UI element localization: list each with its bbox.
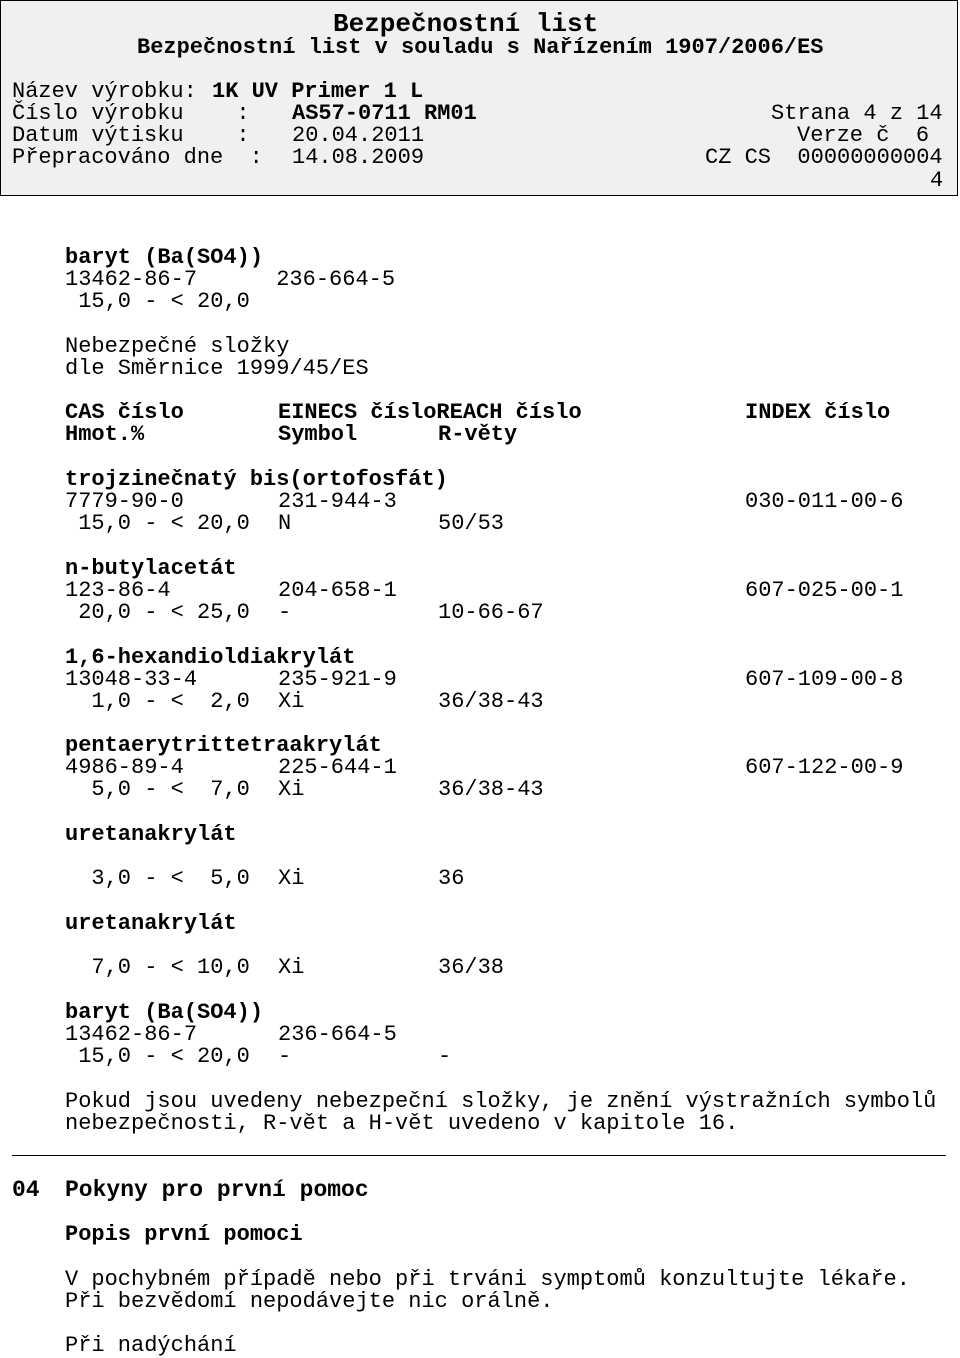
substance-symbol: - [278, 1044, 292, 1069]
substance-einecs: 225-644-1 [278, 755, 397, 780]
substance-cas: 7779-90-0 [65, 489, 184, 514]
substance-range: 3,0 - < 5,0 [65, 866, 250, 891]
substance-einecs: 236-664-5 [278, 1022, 397, 1047]
substance-r-phrases: 36/38-43 [438, 689, 544, 714]
product-number-value: AS57-0711 RM01 [292, 101, 477, 126]
col-index: INDEX číslo [745, 400, 891, 425]
substance-cas: 123-86-4 [65, 578, 171, 603]
inhalation-heading: Při nadýchání [65, 1333, 237, 1358]
print-date-value: 20.04.2011 [292, 123, 425, 148]
first-aid-line2: Při bezvědomí nepodávejte nic orálně. [65, 1289, 554, 1314]
revised-label: Přepracováno dne : [12, 145, 263, 170]
substance-symbol: Xi [278, 955, 305, 980]
col-hmot: Hmot.% [65, 422, 145, 447]
substance-name: baryt (Ba(SO4)) [65, 1000, 264, 1025]
substance-range: 15,0 - < 20,0 [65, 1044, 250, 1069]
section-number: 04 [12, 1177, 40, 1203]
version-number: Verze č 6 [797, 123, 930, 148]
substance-range: 1,0 - < 2,0 [65, 689, 250, 714]
substance-einecs: 235-921-9 [278, 667, 397, 692]
substance-symbol: Xi [278, 689, 305, 714]
substance-cas: 13462-86-7 [65, 1022, 198, 1047]
directive-line1: Nebezpečné složky [65, 334, 290, 359]
country-code: CZ CS 00000000004 [705, 145, 943, 170]
substance-index: 030-011-00-6 [745, 489, 904, 514]
col-r-vety: R-věty [438, 422, 518, 447]
substance-einecs: 231-944-3 [278, 489, 397, 514]
substance-range: 7,0 - < 10,0 [65, 955, 250, 980]
revised-value: 14.08.2009 [292, 145, 425, 170]
substance-r-phrases: 36 [438, 866, 465, 891]
col-einecs-reach: EINECS čísloREACH číslo [278, 400, 582, 425]
note-line2: nebezpečnosti, R-vět a H-vět uvedeno v kapitole 16. [65, 1111, 739, 1136]
col-cas: CAS číslo [65, 400, 184, 425]
substance-r-phrases: 50/53 [438, 511, 505, 536]
page-number: Strana 4 z 14 [771, 101, 943, 126]
substance-name: pentaerytrittetraakrylát [65, 733, 382, 758]
note-line1: Pokud jsou uvedeny nebezpeční složky, je znění výstražních symbolů [65, 1089, 937, 1114]
product-number-label: Číslo výrobku : [12, 101, 250, 126]
substance-r-phrases: - [438, 1044, 452, 1069]
substance-range: 5,0 - < 7,0 [65, 777, 250, 802]
substance-range: 15,0 - < 20,0 [65, 511, 250, 536]
section-title: Pokyny pro první pomoc [65, 1177, 369, 1203]
substance-index: 607-122-00-9 [745, 755, 904, 780]
substance-cas: 13048-33-4 [65, 667, 198, 692]
substance-r-phrases: 10-66-67 [438, 600, 544, 625]
first-aid-line1: V pochybném případě nebo při trváni symptomů konzultujte lékaře. [65, 1267, 910, 1292]
substance-index: 607-025-00-1 [745, 578, 904, 603]
substance-symbol: N [278, 511, 292, 536]
document-subtitle: Bezpečnostní list v souladu s Nařízením 1907/2006/ES [137, 35, 824, 60]
col-symbol: Symbol [278, 422, 358, 447]
top-substance-ids: 13462-86-7 236-664-5 [65, 267, 396, 292]
document-title: Bezpečnostní list [333, 9, 599, 39]
substance-name: trojzinečnatý bis(ortofosfát) [65, 467, 448, 492]
section-subheading: Popis první pomoci [65, 1222, 303, 1247]
substance-name: n-butylacetát [65, 556, 237, 581]
product-name-label: Název výrobku: [12, 79, 197, 104]
page-marker: 4 [930, 168, 944, 193]
substance-symbol: - [278, 600, 292, 625]
substance-symbol: Xi [278, 777, 305, 802]
print-date-label: Datum výtisku : [12, 123, 250, 148]
directive-line2: dle Směrnice 1999/45/ES [65, 356, 369, 381]
product-name-value: 1K UV Primer 1 L [212, 79, 424, 104]
substance-name: 1,6-hexandioldiakrylát [65, 645, 356, 670]
top-substance-name: baryt (Ba(SO4)) [65, 245, 264, 270]
section-divider [12, 1155, 946, 1156]
substance-name: uretanakrylát [65, 911, 237, 936]
substance-r-phrases: 36/38-43 [438, 777, 544, 802]
substance-einecs: 204-658-1 [278, 578, 397, 603]
substance-symbol: Xi [278, 866, 305, 891]
substance-cas: 4986-89-4 [65, 755, 184, 780]
top-substance-range: 15,0 - < 20,0 [65, 289, 250, 314]
substance-r-phrases: 36/38 [438, 955, 505, 980]
substance-index: 607-109-00-8 [745, 667, 904, 692]
substance-range: 20,0 - < 25,0 [65, 600, 250, 625]
substance-name: uretanakrylát [65, 822, 237, 847]
